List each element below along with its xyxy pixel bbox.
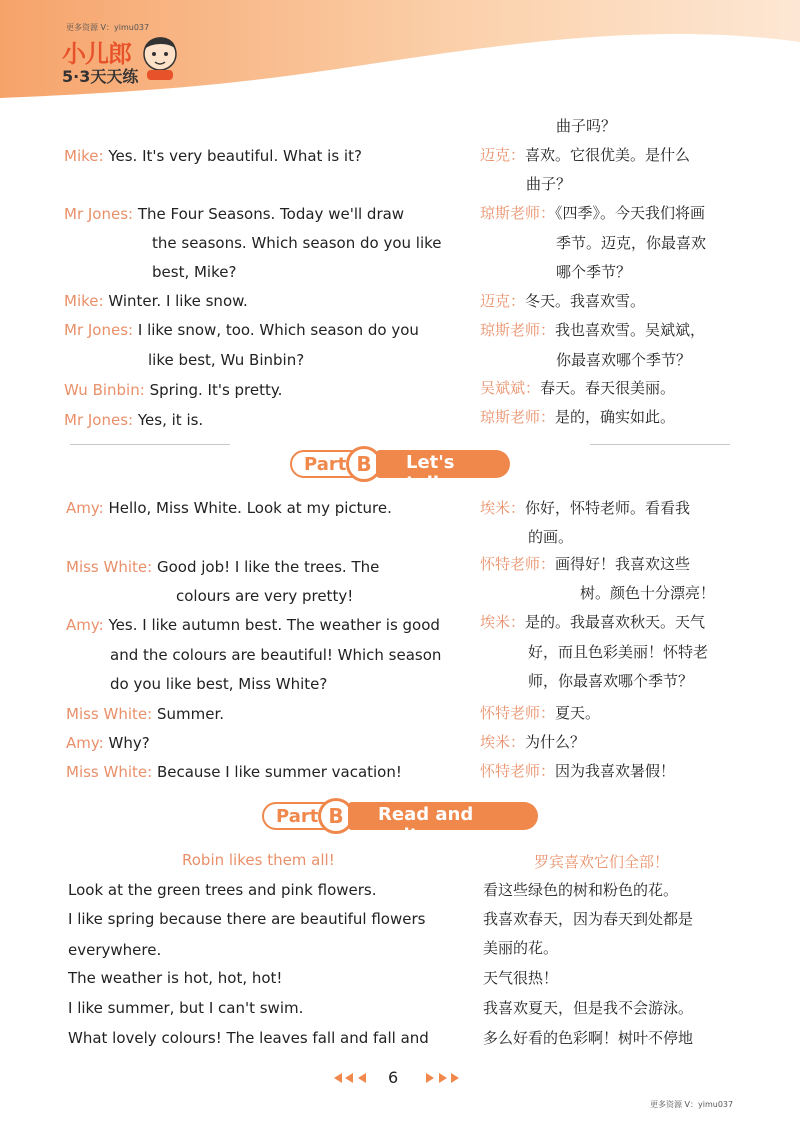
speaker-name: Amy: bbox=[66, 616, 104, 634]
dialogue1-zh-line bbox=[480, 320, 705, 340]
prev-arrow-icon bbox=[358, 1073, 366, 1083]
part-b-read-and-write-banner bbox=[262, 798, 538, 846]
reading-en-line: The weather is hot, hot, hot! bbox=[68, 969, 283, 987]
line-text: best, Mike? bbox=[152, 263, 237, 281]
dialogue1-zh-line bbox=[556, 233, 706, 253]
reading-title-chinese: 罗宾喜欢它们全部！ bbox=[534, 853, 670, 871]
line-text: and the colours are beautiful! Which season bbox=[110, 646, 442, 664]
speaker-name: 吴斌斌： bbox=[480, 379, 541, 397]
dialogue2-zh-line bbox=[480, 703, 600, 723]
prev-arrow-icon bbox=[345, 1073, 353, 1083]
speaker-name: Mr Jones: bbox=[64, 411, 134, 429]
speaker-name: 迈克： bbox=[480, 292, 526, 310]
line-text: 春天。春天很美丽。 bbox=[540, 379, 676, 397]
line-text: 《四季》。今天我们将画 bbox=[555, 204, 706, 222]
line-text: 夏天。 bbox=[555, 704, 601, 722]
banner-letter: B bbox=[318, 798, 354, 834]
mascot-boy-icon bbox=[144, 37, 176, 80]
reading-zh-line: 多么好看的色彩啊！树叶不停地 bbox=[483, 1029, 694, 1047]
dialogue2-en-line bbox=[66, 557, 379, 577]
dialogue2-zh-line bbox=[580, 583, 715, 603]
banner-part-label: Part bbox=[262, 802, 354, 830]
dialogue2-zh-line bbox=[480, 498, 690, 518]
line-text: 的画。 bbox=[528, 528, 574, 546]
next-arrow-icon bbox=[426, 1073, 434, 1083]
dialogue1-zh-line bbox=[480, 203, 705, 223]
line-text: 为什么？ bbox=[525, 733, 586, 751]
speaker-name: 怀特老师： bbox=[480, 555, 556, 573]
speaker-name: 埃米： bbox=[480, 613, 526, 631]
line-text: 你好，怀特老师。看看我 bbox=[525, 499, 691, 517]
speaker-name: Wu Binbin: bbox=[64, 381, 145, 399]
dialogue2-zh-line bbox=[480, 554, 690, 574]
part-b-lets-talk-banner bbox=[290, 446, 510, 494]
page-number: 6 bbox=[388, 1068, 399, 1087]
logo: 小儿郎 bbox=[62, 40, 131, 68]
line-text: 我也喜欢雪。吴斌斌， bbox=[555, 321, 706, 339]
speaker-name: 琼斯老师： bbox=[480, 321, 556, 339]
banner-title: Read and write bbox=[348, 802, 538, 830]
reading-en-line: Look at the green trees and pink flowers. bbox=[68, 881, 377, 899]
dialogue2-zh-line bbox=[528, 671, 693, 691]
speaker-name: 怀特老师： bbox=[480, 704, 556, 722]
dialogue1-zh-line bbox=[556, 116, 616, 136]
speaker-name: Mike: bbox=[64, 292, 104, 310]
line-text: The Four Seasons. Today we'll draw bbox=[137, 205, 405, 223]
reading-title-english: Robin likes them all! bbox=[182, 851, 335, 869]
line-text: 哪个季节？ bbox=[556, 263, 632, 281]
speaker-name: 琼斯老师： bbox=[480, 408, 556, 426]
line-text: 画得好！我喜欢这些 bbox=[555, 555, 691, 573]
banner-title: Let's talk bbox=[376, 450, 510, 478]
line-text: 好，而且色彩美丽！怀特老 bbox=[528, 643, 709, 661]
speaker-name: Miss White: bbox=[66, 705, 153, 723]
divider-left-1 bbox=[70, 444, 230, 445]
reading-zh-line: 美丽的花。 bbox=[483, 939, 559, 957]
dialogue1-zh-line bbox=[556, 350, 691, 370]
dialogue2-zh-line bbox=[480, 732, 585, 752]
line-text: 师，你最喜欢哪个季节？ bbox=[528, 672, 694, 690]
line-text: Hello, Miss White. Look at my picture. bbox=[108, 499, 392, 517]
speaker-name: 埃米： bbox=[480, 733, 526, 751]
line-text: 季节。迈克，你最喜欢 bbox=[556, 234, 707, 252]
dialogue1-zh-line bbox=[526, 174, 571, 194]
dialogue2-zh-line bbox=[528, 527, 573, 547]
line-text: Summer. bbox=[156, 705, 225, 723]
line-text: 树。颜色十分漂亮！ bbox=[580, 584, 716, 602]
dialogue2-en-line bbox=[66, 762, 402, 782]
dialogue2-en-line bbox=[110, 674, 327, 694]
line-text: like best, Wu Binbin? bbox=[148, 351, 305, 369]
reading-en-line: everywhere. bbox=[68, 941, 162, 959]
speaker-name: Mr Jones: bbox=[64, 321, 134, 339]
line-text: Why? bbox=[108, 734, 150, 752]
dialogue1-zh-line bbox=[480, 407, 675, 427]
line-text: Yes, it is. bbox=[137, 411, 204, 429]
divider-right-1 bbox=[590, 444, 730, 445]
line-text: I like snow, too. Which season do you bbox=[137, 321, 419, 339]
dialogue1-en-line bbox=[64, 320, 419, 340]
dialogue2-zh-line bbox=[528, 642, 708, 662]
line-text: 冬天。我喜欢雪。 bbox=[525, 292, 646, 310]
dialogue1-zh-line bbox=[480, 291, 645, 311]
line-text: colours are very pretty! bbox=[176, 587, 354, 605]
line-text: Good job! I like the trees. The bbox=[156, 558, 380, 576]
speaker-name: Miss White: bbox=[66, 558, 153, 576]
dialogue2-en-line bbox=[66, 615, 440, 635]
line-text: Because I like summer vacation! bbox=[156, 763, 402, 781]
speaker-name: Amy: bbox=[66, 499, 104, 517]
line-text: 曲子吗？ bbox=[556, 117, 617, 135]
line-text: 喜欢。它很优美。是什么 bbox=[525, 146, 691, 164]
dialogue2-en-line bbox=[110, 645, 441, 665]
next-arrow-icon bbox=[451, 1073, 459, 1083]
next-arrow-icon bbox=[439, 1073, 447, 1083]
speaker-name: Mr Jones: bbox=[64, 205, 134, 223]
reading-zh-line: 天气很热！ bbox=[483, 969, 559, 987]
line-text: do you like best, Miss White? bbox=[110, 675, 328, 693]
dialogue1-en-line bbox=[64, 380, 282, 400]
dialogue1-en-line bbox=[148, 350, 304, 370]
dialogue1-en-line bbox=[64, 291, 248, 311]
line-text: 因为我喜欢暑假！ bbox=[555, 762, 676, 780]
line-text: Yes. It's very beautiful. What is it? bbox=[108, 147, 362, 165]
dialogue1-en-line bbox=[64, 146, 362, 166]
banner-part-label: Part bbox=[290, 450, 382, 478]
reading-en-line: I like summer, but I can't swim. bbox=[68, 999, 304, 1017]
reading-zh-line: 看这些绿色的树和粉色的花。 bbox=[483, 881, 679, 899]
speaker-name: 琼斯老师： bbox=[480, 204, 556, 222]
logo-subtitle: 5·3天天练 bbox=[62, 67, 139, 86]
dialogue1-zh-line bbox=[556, 262, 631, 282]
speaker-name: Miss White: bbox=[66, 763, 153, 781]
dialogue2-en-line bbox=[66, 498, 392, 518]
watermark-bottom: 更多资源 V：yimu037 bbox=[650, 1100, 734, 1109]
prev-arrow-icon bbox=[334, 1073, 342, 1083]
speaker-name: 埃米： bbox=[480, 499, 526, 517]
reading-zh-line: 我喜欢春天，因为春天到处都是 bbox=[483, 910, 694, 928]
reading-en-line: What lovely colours! The leaves fall and fall and bbox=[68, 1029, 429, 1047]
reading-en-line: I like spring because there are beautiful flowers bbox=[68, 910, 426, 928]
speaker-name: Amy: bbox=[66, 734, 104, 752]
dialogue2-en-line bbox=[66, 704, 224, 724]
dialogue2-en-line bbox=[66, 733, 150, 753]
reading-zh-line: 我喜欢夏天，但是我不会游泳。 bbox=[483, 999, 694, 1017]
line-text: Spring. It's pretty. bbox=[149, 381, 283, 399]
line-text: 曲子？ bbox=[526, 175, 572, 193]
dialogue1-zh-line bbox=[480, 145, 690, 165]
dialogue1-en-line bbox=[64, 410, 203, 430]
dialogue1-en-line bbox=[152, 233, 442, 253]
dialogue1-en-line bbox=[152, 262, 236, 282]
banner-letter: B bbox=[346, 446, 382, 482]
dialogue1-en-line bbox=[64, 204, 404, 224]
line-text: 是的，确实如此。 bbox=[555, 408, 676, 426]
dialogue2-zh-line bbox=[480, 761, 675, 781]
speaker-name: 怀特老师： bbox=[480, 762, 556, 780]
line-text: 你最喜欢哪个季节？ bbox=[556, 351, 692, 369]
line-text: 是的。我最喜欢秋天。天气 bbox=[525, 613, 706, 631]
line-text: the seasons. Which season do you like bbox=[152, 234, 442, 252]
page-footer bbox=[0, 1066, 800, 1090]
line-text: Winter. I like snow. bbox=[108, 292, 248, 310]
speaker-name: Mike: bbox=[64, 147, 104, 165]
dialogue2-zh-line bbox=[480, 612, 705, 632]
speaker-name: 迈克： bbox=[480, 146, 526, 164]
dialogue1-zh-line bbox=[480, 378, 675, 398]
line-text: Yes. I like autumn best. The weather is good bbox=[108, 616, 440, 634]
watermark-top: 更多资源 V：yimu037 bbox=[66, 23, 150, 32]
dialogue2-en-line bbox=[176, 586, 353, 606]
